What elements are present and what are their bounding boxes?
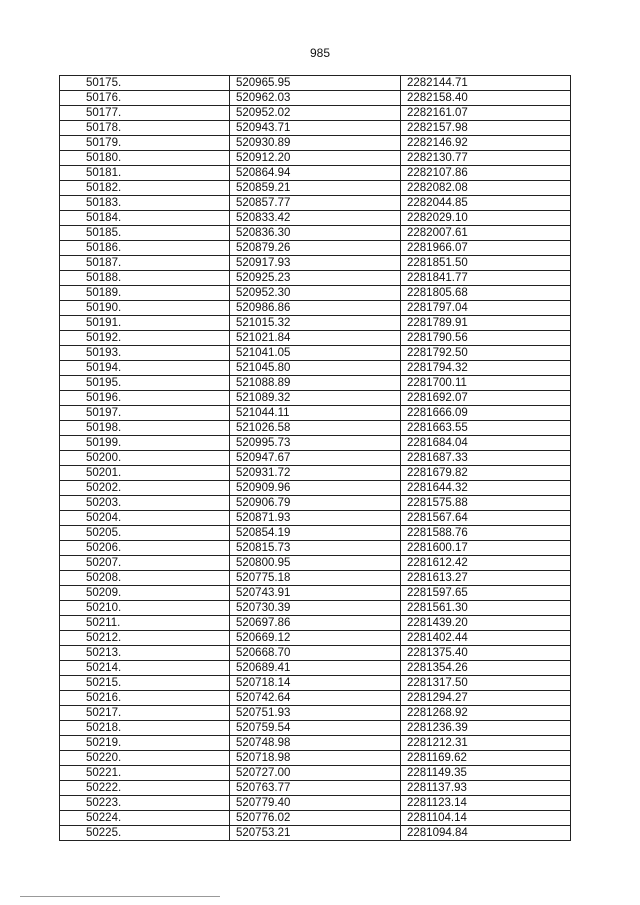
y-coordinate-cell: 2281236.39: [401, 721, 571, 736]
y-coordinate-cell: 2281790.56: [401, 331, 571, 346]
x-coordinate-cell: 520864.94: [230, 166, 401, 181]
point-id-cell: 50189.: [60, 286, 230, 301]
y-coordinate-cell: 2282158.40: [401, 91, 571, 106]
x-coordinate-cell: 520836.30: [230, 226, 401, 241]
y-coordinate-cell: 2281439.20: [401, 616, 571, 631]
y-coordinate-cell: 2281402.44: [401, 631, 571, 646]
y-coordinate-cell: 2281613.27: [401, 571, 571, 586]
point-id-cell: 50194.: [60, 361, 230, 376]
y-coordinate-cell: 2281687.33: [401, 451, 571, 466]
table-row: [60, 361, 571, 376]
x-coordinate-cell: 520912.20: [230, 151, 401, 166]
point-id-cell: 50192.: [60, 331, 230, 346]
x-coordinate-cell: 520668.70: [230, 646, 401, 661]
y-coordinate-cell: 2282161.07: [401, 106, 571, 121]
x-coordinate-cell: 520742.64: [230, 691, 401, 706]
table-row: [60, 241, 571, 256]
point-id-cell: 50175.: [60, 76, 230, 91]
x-coordinate-cell: 521088.89: [230, 376, 401, 391]
table-row: [60, 766, 571, 781]
table-row: [60, 556, 571, 571]
point-id-cell: 50213.: [60, 646, 230, 661]
x-coordinate-cell: 520697.86: [230, 616, 401, 631]
table-row: [60, 76, 571, 91]
point-id-cell: 50209.: [60, 586, 230, 601]
x-coordinate-cell: 520917.93: [230, 256, 401, 271]
table-row: [60, 736, 571, 751]
point-id-cell: 50183.: [60, 196, 230, 211]
point-id-cell: 50196.: [60, 391, 230, 406]
point-id-cell: 50197.: [60, 406, 230, 421]
table-row: [60, 781, 571, 796]
table-row: [60, 826, 571, 841]
x-coordinate-cell: 520779.40: [230, 796, 401, 811]
point-id-cell: 50176.: [60, 91, 230, 106]
table-row: [60, 796, 571, 811]
y-coordinate-cell: 2281841.77: [401, 271, 571, 286]
x-coordinate-cell: 520730.39: [230, 601, 401, 616]
point-id-cell: 50217.: [60, 706, 230, 721]
x-coordinate-cell: 520743.91: [230, 586, 401, 601]
point-id-cell: 50193.: [60, 346, 230, 361]
y-coordinate-cell: 2281851.50: [401, 256, 571, 271]
table-row: [60, 316, 571, 331]
y-coordinate-cell: 2281805.68: [401, 286, 571, 301]
table-row: [60, 226, 571, 241]
y-coordinate-cell: 2281567.64: [401, 511, 571, 526]
x-coordinate-cell: 520931.72: [230, 466, 401, 481]
table-row: [60, 166, 571, 181]
y-coordinate-cell: 2282007.61: [401, 226, 571, 241]
table-row: [60, 661, 571, 676]
y-coordinate-cell: 2282146.92: [401, 136, 571, 151]
page-number: 985: [309, 46, 331, 60]
point-id-cell: 50188.: [60, 271, 230, 286]
table-row: [60, 481, 571, 496]
y-coordinate-cell: 2281794.32: [401, 361, 571, 376]
point-id-cell: 50186.: [60, 241, 230, 256]
y-coordinate-cell: 2281797.04: [401, 301, 571, 316]
point-id-cell: 50191.: [60, 316, 230, 331]
point-id-cell: 50212.: [60, 631, 230, 646]
x-coordinate-cell: 520718.98: [230, 751, 401, 766]
table-row: [60, 496, 571, 511]
x-coordinate-cell: 521041.05: [230, 346, 401, 361]
point-id-cell: 50219.: [60, 736, 230, 751]
y-coordinate-cell: 2281588.76: [401, 526, 571, 541]
y-coordinate-cell: 2282144.71: [401, 76, 571, 91]
point-id-cell: 50205.: [60, 526, 230, 541]
x-coordinate-cell: 520753.21: [230, 826, 401, 841]
table-row: [60, 286, 571, 301]
y-coordinate-cell: 2282044.85: [401, 196, 571, 211]
table-row: [60, 616, 571, 631]
point-id-cell: 50222.: [60, 781, 230, 796]
table-row: [60, 376, 571, 391]
y-coordinate-cell: 2281268.92: [401, 706, 571, 721]
y-coordinate-cell: 2281294.27: [401, 691, 571, 706]
point-id-cell: 50185.: [60, 226, 230, 241]
x-coordinate-cell: 520965.95: [230, 76, 401, 91]
point-id-cell: 50200.: [60, 451, 230, 466]
x-coordinate-cell: 521044.11: [230, 406, 401, 421]
y-coordinate-cell: 2282107.86: [401, 166, 571, 181]
point-id-cell: 50182.: [60, 181, 230, 196]
table-row: [60, 196, 571, 211]
point-id-cell: 50190.: [60, 301, 230, 316]
table-row: [60, 391, 571, 406]
x-coordinate-cell: 521021.84: [230, 331, 401, 346]
coordinates-table: [59, 75, 571, 841]
x-coordinate-cell: 520833.42: [230, 211, 401, 226]
point-id-cell: 50208.: [60, 571, 230, 586]
table-row: [60, 181, 571, 196]
y-coordinate-cell: 2281123.14: [401, 796, 571, 811]
point-id-cell: 50215.: [60, 676, 230, 691]
y-coordinate-cell: 2281684.04: [401, 436, 571, 451]
table-row: [60, 406, 571, 421]
x-coordinate-cell: 520943.71: [230, 121, 401, 136]
table-row: [60, 676, 571, 691]
x-coordinate-cell: 520718.14: [230, 676, 401, 691]
x-coordinate-cell: 520879.26: [230, 241, 401, 256]
y-coordinate-cell: 2281663.55: [401, 421, 571, 436]
x-coordinate-cell: 520857.77: [230, 196, 401, 211]
point-id-cell: 50214.: [60, 661, 230, 676]
point-id-cell: 50221.: [60, 766, 230, 781]
x-coordinate-cell: 520759.54: [230, 721, 401, 736]
point-id-cell: 50204.: [60, 511, 230, 526]
y-coordinate-cell: 2281792.50: [401, 346, 571, 361]
table-row: [60, 421, 571, 436]
table-row: [60, 571, 571, 586]
table-row: [60, 331, 571, 346]
point-id-cell: 50220.: [60, 751, 230, 766]
table-row: [60, 151, 571, 166]
point-id-cell: 50223.: [60, 796, 230, 811]
point-id-cell: 50216.: [60, 691, 230, 706]
table-row: [60, 301, 571, 316]
y-coordinate-cell: 2281354.26: [401, 661, 571, 676]
x-coordinate-cell: 520925.23: [230, 271, 401, 286]
y-coordinate-cell: 2281094.84: [401, 826, 571, 841]
point-id-cell: 50184.: [60, 211, 230, 226]
point-id-cell: 50177.: [60, 106, 230, 121]
point-id-cell: 50179.: [60, 136, 230, 151]
y-coordinate-cell: 2281966.07: [401, 241, 571, 256]
point-id-cell: 50202.: [60, 481, 230, 496]
x-coordinate-cell: 520986.86: [230, 301, 401, 316]
y-coordinate-cell: 2281104.14: [401, 811, 571, 826]
y-coordinate-cell: 2281789.91: [401, 316, 571, 331]
y-coordinate-cell: 2281137.93: [401, 781, 571, 796]
x-coordinate-cell: 520952.02: [230, 106, 401, 121]
x-coordinate-cell: 520995.73: [230, 436, 401, 451]
x-coordinate-cell: 520854.19: [230, 526, 401, 541]
x-coordinate-cell: 520669.12: [230, 631, 401, 646]
table-row: [60, 436, 571, 451]
x-coordinate-cell: 520871.93: [230, 511, 401, 526]
x-coordinate-cell: 521089.32: [230, 391, 401, 406]
point-id-cell: 50180.: [60, 151, 230, 166]
x-coordinate-cell: 520748.98: [230, 736, 401, 751]
x-coordinate-cell: 520775.18: [230, 571, 401, 586]
table-row: [60, 811, 571, 826]
x-coordinate-cell: 520727.00: [230, 766, 401, 781]
x-coordinate-cell: 520962.03: [230, 91, 401, 106]
x-coordinate-cell: 520800.95: [230, 556, 401, 571]
point-id-cell: 50225.: [60, 826, 230, 841]
y-coordinate-cell: 2281317.50: [401, 676, 571, 691]
y-coordinate-cell: 2281149.35: [401, 766, 571, 781]
y-coordinate-cell: 2281169.62: [401, 751, 571, 766]
footer-rule: [20, 896, 220, 897]
x-coordinate-cell: 520751.93: [230, 706, 401, 721]
x-coordinate-cell: 521045.80: [230, 361, 401, 376]
y-coordinate-cell: 2282130.77: [401, 151, 571, 166]
table-row: [60, 271, 571, 286]
x-coordinate-cell: 520909.96: [230, 481, 401, 496]
y-coordinate-cell: 2281375.40: [401, 646, 571, 661]
x-coordinate-cell: 520930.89: [230, 136, 401, 151]
y-coordinate-cell: 2281666.09: [401, 406, 571, 421]
point-id-cell: 50195.: [60, 376, 230, 391]
y-coordinate-cell: 2282157.98: [401, 121, 571, 136]
x-coordinate-cell: 520763.77: [230, 781, 401, 796]
x-coordinate-cell: 520859.21: [230, 181, 401, 196]
coordinates-table-body: [60, 76, 571, 841]
table-row: [60, 256, 571, 271]
y-coordinate-cell: 2281561.30: [401, 601, 571, 616]
y-coordinate-cell: 2281692.07: [401, 391, 571, 406]
y-coordinate-cell: 2281575.88: [401, 496, 571, 511]
point-id-cell: 50178.: [60, 121, 230, 136]
point-id-cell: 50206.: [60, 541, 230, 556]
table-row: [60, 451, 571, 466]
x-coordinate-cell: 521015.32: [230, 316, 401, 331]
table-row: [60, 541, 571, 556]
x-coordinate-cell: 520906.79: [230, 496, 401, 511]
y-coordinate-cell: 2281700.11: [401, 376, 571, 391]
x-coordinate-cell: 520776.02: [230, 811, 401, 826]
table-row: [60, 706, 571, 721]
x-coordinate-cell: 520689.41: [230, 661, 401, 676]
y-coordinate-cell: 2281600.17: [401, 541, 571, 556]
y-coordinate-cell: 2281212.31: [401, 736, 571, 751]
point-id-cell: 50211.: [60, 616, 230, 631]
y-coordinate-cell: 2281612.42: [401, 556, 571, 571]
table-row: [60, 106, 571, 121]
y-coordinate-cell: 2281679.82: [401, 466, 571, 481]
table-row: [60, 526, 571, 541]
table-row: [60, 136, 571, 151]
y-coordinate-cell: 2282082.08: [401, 181, 571, 196]
table-row: [60, 721, 571, 736]
table-row: [60, 511, 571, 526]
table-row: [60, 601, 571, 616]
table-row: [60, 631, 571, 646]
y-coordinate-cell: 2281644.32: [401, 481, 571, 496]
table-row: [60, 751, 571, 766]
y-coordinate-cell: 2282029.10: [401, 211, 571, 226]
point-id-cell: 50181.: [60, 166, 230, 181]
table-row: [60, 211, 571, 226]
point-id-cell: 50210.: [60, 601, 230, 616]
point-id-cell: 50218.: [60, 721, 230, 736]
point-id-cell: 50201.: [60, 466, 230, 481]
point-id-cell: 50224.: [60, 811, 230, 826]
point-id-cell: 50198.: [60, 421, 230, 436]
table-row: [60, 586, 571, 601]
table-row: [60, 121, 571, 136]
point-id-cell: 50203.: [60, 496, 230, 511]
table-row: [60, 646, 571, 661]
point-id-cell: 50187.: [60, 256, 230, 271]
x-coordinate-cell: 520947.67: [230, 451, 401, 466]
x-coordinate-cell: 521026.58: [230, 421, 401, 436]
table-row: [60, 346, 571, 361]
x-coordinate-cell: 520815.73: [230, 541, 401, 556]
x-coordinate-cell: 520952.30: [230, 286, 401, 301]
table-row: [60, 691, 571, 706]
y-coordinate-cell: 2281597.65: [401, 586, 571, 601]
point-id-cell: 50199.: [60, 436, 230, 451]
table-row: [60, 91, 571, 106]
point-id-cell: 50207.: [60, 556, 230, 571]
table-row: [60, 466, 571, 481]
